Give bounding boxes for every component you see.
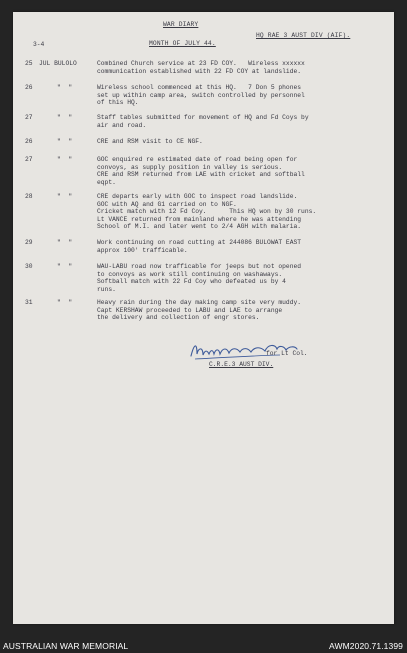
entry-place: " " (57, 299, 73, 306)
entry-line: communication established with 22 FD COY at landslide. (97, 67, 302, 75)
entry-date: 26 (25, 138, 33, 145)
entry-date: 27 (25, 114, 33, 121)
entry-line: Lt VANCE returned from mainland where he was attending (97, 215, 302, 223)
entry-line: CRE and RSM returned from LAE with cricket and softball (97, 171, 305, 179)
entry-date: 25 (25, 60, 33, 67)
entry-line: GOC enquired re estimated date of road being open for (97, 156, 298, 163)
entry-text (97, 84, 305, 107)
entry-line: to convoys as work still continuing on washaways. (97, 270, 283, 278)
unit-heading: HQ RAE 3 AUST DIV (AIF). (256, 32, 351, 39)
entry-line: of this HQ. (97, 99, 139, 107)
entry-place: " " (57, 239, 73, 246)
entry-place: " " (57, 193, 73, 200)
entry-line: runs. (97, 285, 116, 293)
entry-place: " " (57, 84, 73, 91)
entry-date: 28 (25, 193, 33, 200)
entry-date: 26 (25, 84, 33, 91)
entry-line: approx 100' trafficable. (97, 246, 188, 254)
diary-title: WAR DIARY (163, 21, 199, 28)
entry-line: Work continuing on road cutting at 244086 BULOWAT EAST (97, 239, 302, 246)
entry-date: 29 (25, 239, 33, 246)
archive-name: AUSTRALIAN WAR MEMORIAL (3, 641, 129, 651)
signature-for-line: for Lt Col. (266, 350, 308, 357)
entry-line: CRE and RSM visit to CE NGF. (97, 138, 203, 145)
entry-place: " " (57, 156, 73, 163)
entry-line: Softball match with 22 Fd Coy who defeated us by 4 (97, 278, 286, 286)
entry-date: 31 (25, 299, 33, 306)
entry-place: " " (57, 138, 73, 145)
entry-line: Staff tables submitted for movement of HQ and Fd Coys by (97, 114, 309, 121)
entry-text (97, 239, 301, 254)
entry-line: CRE departs early with GOC to inspect road landslide. (97, 193, 298, 200)
entry-place: " " (57, 263, 73, 270)
entry-text (97, 156, 305, 186)
entry-line: air and road. (97, 121, 147, 129)
entry-text (97, 193, 316, 231)
entry-line: Capt KERSHAW proceeded to LABU and LAE to arrange (97, 306, 283, 314)
entry-line: School of M.I. and later went to 2/4 AGH with malaria. (97, 223, 302, 231)
entry-date: 27 (25, 156, 33, 163)
archive-reference: AWM2020.71.1399 (329, 641, 403, 651)
entry-place: " " (57, 114, 73, 121)
entry-line: convoys, as supply position in valley is serious. (97, 163, 283, 171)
entry-date: 30 (25, 263, 33, 270)
entry-text (97, 114, 309, 129)
entry-text (97, 263, 301, 293)
entry-line: Wireless school commenced at this HQ. 7 Don 5 phones (97, 84, 302, 91)
archive-footer (0, 638, 407, 653)
signature-title: C.R.E.3 AUST DIV. (209, 361, 274, 368)
entry-line: eqpt. (97, 178, 116, 186)
diary-page (13, 12, 394, 624)
entry-line: set up within camp area, switch controlled by personnel (97, 91, 305, 99)
entry-place: JUL BULOLO (39, 60, 77, 67)
month-heading: MONTH OF JULY 44. (149, 40, 216, 47)
entry-text (97, 60, 305, 75)
entry-text (97, 299, 301, 322)
entry-line: Cricket match with 12 Fd Coy. This HQ won by 30 runs. (97, 208, 317, 216)
entry-line: GOC with AQ and G1 carried on to NGF. (97, 200, 237, 208)
entry-line: Heavy rain during the day making camp site very muddy. (97, 299, 302, 306)
entry-line: Combined Church service at 23 FD COY. Wireless xxxxxx (97, 60, 305, 67)
entry-line: the delivery and collection of engr stores. (97, 314, 260, 322)
page-number-mark: 3-4 (33, 41, 45, 48)
entry-line: WAU-LABU road now trafficable for jeeps but not opened (97, 263, 302, 270)
entry-text (97, 138, 203, 146)
